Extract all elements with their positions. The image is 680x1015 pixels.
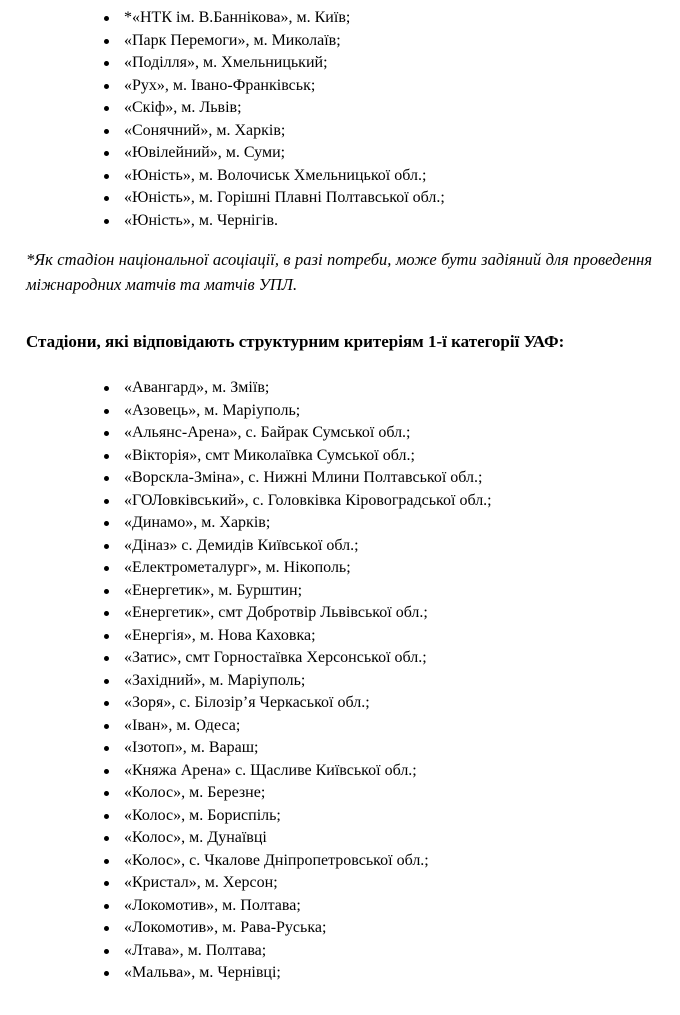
list-item-text: «Західний», м. Маріуполь; (124, 671, 306, 689)
list-item-text: «Вікторія», смт Миколаївка Сумської обл.; (124, 446, 415, 464)
list-item-text: «Іван», м. Одеса; (124, 716, 241, 734)
list-item-text: «Електрометалург», м. Нікополь; (124, 559, 351, 576)
list-item (124, 760, 680, 783)
list-item-text: «Затис», смт Горностаївка Херсонської обл.; (124, 649, 427, 666)
list-item-text: «Альянс-Арена», с. Байрак Сумської обл.; (124, 424, 411, 441)
list-item (124, 782, 680, 805)
list-item-text: «Юність», м. Горішні Плавні Полтавської обл.; (124, 189, 445, 206)
list-item (124, 805, 680, 828)
list-item-text: «Колос», м. Бориспіль; (124, 806, 281, 824)
list-item (124, 142, 680, 165)
list-item-text: «Авангард», м. Зміїв; (124, 379, 270, 396)
list-item-text: «Юність», м. Чернігів. (124, 211, 279, 229)
list-item (124, 625, 680, 648)
list-item (124, 962, 680, 985)
list-item (124, 490, 680, 513)
list-item (124, 535, 680, 558)
list-item (124, 580, 680, 603)
list-item (124, 187, 680, 210)
list-item-text: «Локомотив», м. Рава-Руська; (124, 919, 327, 936)
list-item (124, 512, 680, 535)
list-item-text: «Парк Перемоги», м. Миколаїв; (124, 31, 341, 49)
list-item (124, 850, 680, 873)
list-item-text: «Енергетик», м. Бурштин; (124, 581, 303, 599)
list-item (124, 940, 680, 963)
list-item-text: «ГОЛовківський», с. Головківка Кіровоградської обл.; (124, 491, 492, 509)
list-item-text: «Динамо», м. Харків; (124, 514, 271, 531)
category-1-stadiums-list (0, 377, 680, 985)
list-item (124, 75, 680, 98)
list-item-text: «Колос», м. Дунаївці (124, 829, 267, 846)
list-item (124, 647, 680, 670)
list-item-text: «Сонячний», м. Харків; (124, 121, 286, 139)
list-item-text: «Юність», м. Волочиськ Хмельницької обл.; (124, 166, 427, 184)
list-item (124, 210, 680, 233)
list-item-text: «Рух», м. Івано-Франківськ; (124, 76, 316, 94)
list-item (124, 445, 680, 468)
list-item (124, 377, 680, 400)
list-item-text: «Ізотоп», м. Вараш; (124, 739, 259, 756)
list-item (124, 400, 680, 423)
list-item (124, 737, 680, 760)
list-item (124, 715, 680, 738)
list-item-text: «Ювілейний», м. Суми; (124, 144, 286, 161)
list-item (124, 670, 680, 693)
list-item (124, 467, 680, 490)
section-heading: Стадіони, які відповідають структурним критеріям 1-ї категорії УАФ: (26, 332, 565, 351)
national-association-stadiums-list (0, 7, 680, 232)
list-item (124, 52, 680, 75)
list-item-text: «Енергія», м. Нова Каховка; (124, 626, 316, 644)
list-item (124, 422, 680, 445)
list-item-text: «Ворскла-Зміна», с. Нижні Млини Полтавської обл.; (124, 469, 483, 486)
list-item (124, 165, 680, 188)
list-item-text: «Мальва», м. Чернівці; (124, 964, 281, 981)
list-item-text: «Зоря», с. Білозір’я Черкаської обл.; (124, 694, 370, 711)
list-item-text: «Діназ» с. Демидів Київської обл.; (124, 536, 359, 554)
list-item (124, 557, 680, 580)
list-item-text: «Княжа Арена» с. Щасливе Київської обл.; (124, 761, 417, 779)
list-item-text: «Енергетик», смт Добротвір Львівської обл.; (124, 604, 428, 621)
list-item (124, 692, 680, 715)
list-item-text: «Поділля», м. Хмельницький; (124, 54, 328, 71)
list-item (124, 120, 680, 143)
list-item (124, 602, 680, 625)
list-item-text: «Лтава», м. Полтава; (124, 941, 267, 959)
list-item (124, 917, 680, 940)
list-item-text: «Кристал», м. Херсон; (124, 874, 278, 891)
list-item-text: «Скіф», м. Львів; (124, 99, 242, 116)
list-item (124, 30, 680, 53)
list-item-text: «Локомотив», м. Полтава; (124, 896, 301, 914)
footnote: *Як стадіон національної асоціації, в разі потреби, може бути задіяний для проведення міжнародних матчів та матчів УПЛ. (26, 250, 652, 294)
list-item (124, 872, 680, 895)
list-item-text: «Колос», м. Березне; (124, 784, 266, 801)
list-item (124, 895, 680, 918)
list-item (124, 97, 680, 120)
list-item-text: «Колос», с. Чкалове Дніпропетровської обл.; (124, 851, 429, 869)
list-item-text: «Азовець», м. Маріуполь; (124, 401, 301, 419)
list-item (124, 7, 680, 30)
list-item (124, 827, 680, 850)
list-item-text: *«НТК ім. В.Баннікова», м. Київ; (124, 9, 351, 26)
